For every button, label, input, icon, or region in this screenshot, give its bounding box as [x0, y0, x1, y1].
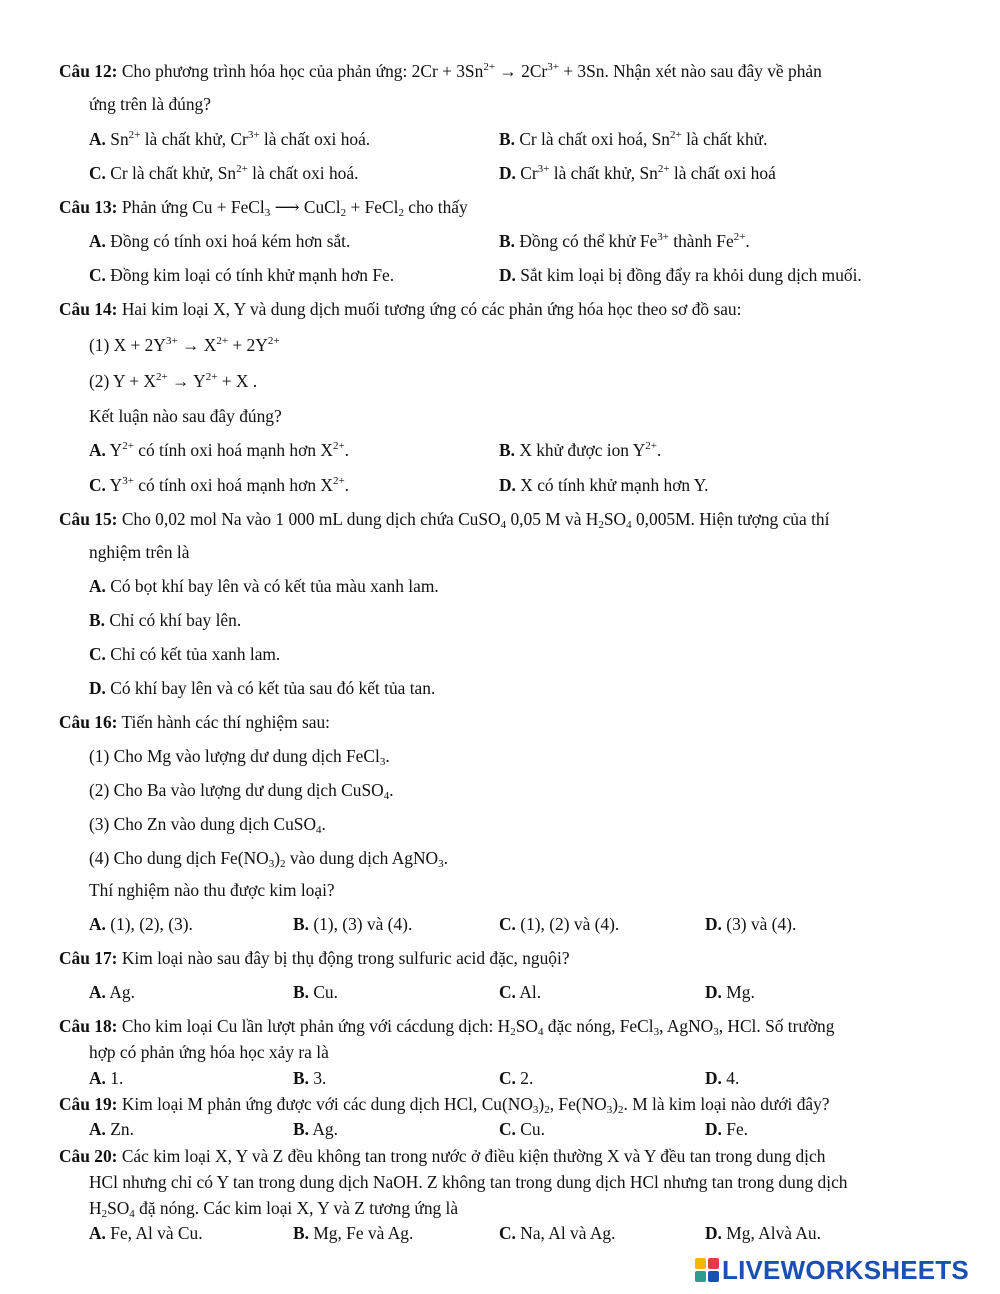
logo-square-icon	[708, 1258, 719, 1269]
charge: 3+	[247, 129, 260, 141]
option-letter: D.	[705, 1223, 722, 1243]
option-text: có tính oxi hoá mạnh hơn X	[133, 475, 333, 495]
q20-stem-line2: HCl nhưng chỉ có Y tan trong dung dịch NaOH. Z không tan trong dung dịch HCl nhưng tan trong dung dịch	[89, 1172, 848, 1192]
option-letter: B.	[293, 1068, 309, 1088]
option-letter: B.	[293, 914, 309, 934]
charge: 2+	[332, 440, 345, 452]
q16-experiment-4	[89, 847, 448, 869]
subscript: 4	[129, 1208, 135, 1220]
option-letter: B.	[293, 1119, 309, 1139]
subscript: 2	[101, 1208, 108, 1220]
option-letter: D.	[499, 475, 516, 495]
q19-label: Câu 19:	[59, 1094, 118, 1114]
charge: 3+	[547, 61, 559, 73]
q20-option-a[interactable]	[89, 1222, 203, 1244]
subscript: 2	[618, 1104, 624, 1116]
q17-stem	[59, 947, 570, 969]
q15-stem-line1	[59, 508, 829, 530]
q14-option-a[interactable]	[89, 439, 349, 461]
option-letter: A.	[89, 576, 106, 596]
option-text: là chất khử, Sn	[549, 163, 658, 183]
option-letter: D.	[499, 163, 516, 183]
q19-option-d[interactable]	[705, 1118, 748, 1140]
subscript: 2	[340, 207, 347, 219]
option-text: 3.	[313, 1068, 327, 1088]
q12-option-b[interactable]	[499, 128, 767, 150]
option-text: là chất oxi hoá.	[259, 129, 371, 149]
charge: 2+	[670, 129, 682, 141]
q20-option-d[interactable]	[705, 1222, 821, 1244]
subscript: 4	[383, 790, 390, 802]
q17-option-c[interactable]	[499, 981, 541, 1003]
option-letter: C.	[89, 163, 106, 183]
q16-experiment-1	[89, 745, 390, 767]
q12-text2: → 2Cr	[495, 61, 548, 81]
charge: 2+	[155, 371, 168, 383]
option-letter: B.	[499, 231, 515, 251]
option-letter: D.	[499, 265, 516, 285]
option-letter: D.	[705, 1119, 722, 1139]
option-text: (1), (3) và (4).	[313, 914, 413, 934]
q14-option-d[interactable]	[499, 474, 708, 496]
q19-option-c[interactable]	[499, 1118, 545, 1140]
q20-text: đặ nóng. Các kim loại X, Y và Z tương ứng là	[134, 1198, 459, 1218]
option-text: thành Fe	[668, 231, 734, 251]
logo-square-icon	[695, 1271, 706, 1282]
subscript: 2	[598, 519, 604, 531]
q16-stem	[59, 711, 330, 733]
option-text: Ag.	[109, 982, 135, 1002]
q14-equation-2	[89, 370, 257, 392]
q13-option-a[interactable]	[89, 230, 350, 252]
q17-option-d[interactable]	[705, 981, 755, 1003]
q15-option-a[interactable]	[89, 575, 439, 597]
exp-text: (3) Cho Zn vào dung dịch CuSO	[89, 814, 317, 834]
option-text: có tính oxi hoá mạnh hơn X	[133, 440, 333, 460]
option-text: là chất khử.	[681, 129, 768, 149]
subscript: 3	[268, 858, 275, 870]
subscript: 4	[537, 1026, 544, 1038]
subscript: 4	[500, 519, 507, 531]
option-letter: A.	[89, 129, 106, 149]
q16-option-c[interactable]	[499, 913, 619, 935]
q20-stem-line3	[89, 1197, 458, 1219]
q17-option-a[interactable]	[89, 981, 135, 1003]
subscript: 3	[532, 1104, 539, 1116]
q14-option-b[interactable]	[499, 439, 661, 461]
q15-text: 0,05 M và H	[506, 509, 599, 529]
q20-text: SO	[107, 1198, 130, 1218]
q15-label: Câu 15:	[59, 509, 118, 529]
logo-square-icon	[708, 1271, 719, 1282]
option-text: .	[344, 475, 350, 495]
eq-text: (2) Y + X	[89, 371, 156, 391]
subscript: 3	[379, 756, 386, 768]
option-text: Y	[109, 440, 123, 460]
eq-text: (1) X + 2Y	[89, 335, 166, 355]
charge: 2+	[267, 335, 280, 347]
exp-text: (1) Cho Mg vào lượng dư dung dịch FeCl	[89, 746, 380, 766]
q13-option-d[interactable]	[499, 264, 862, 286]
eq-text: + X .	[217, 371, 258, 391]
q15-text: 0,005M. Hiện tượng của thí	[631, 509, 830, 529]
option-text: Y	[109, 475, 123, 495]
q15-stem-line2: nghiệm trên là	[89, 542, 190, 562]
option-letter: C.	[89, 265, 106, 285]
q14-option-c[interactable]	[89, 474, 349, 496]
q18-text: đặc nóng, FeCl	[543, 1016, 654, 1036]
q13-text: ⟶ CuCl	[270, 197, 341, 217]
charge: 2+	[128, 129, 141, 141]
subscript: 4	[626, 519, 632, 531]
option-text: Đồng có tính oxi hoá kém hơn sắt.	[110, 231, 351, 251]
option-text: là chất oxi hoá.	[247, 163, 359, 183]
q12-stem-line1	[59, 60, 822, 82]
charge: 2+	[216, 335, 229, 347]
q14-label: Câu 14:	[59, 299, 118, 319]
subscript: 2	[398, 207, 404, 219]
option-letter: A.	[89, 1223, 106, 1243]
exp-text: .	[443, 848, 448, 868]
q18-stem-line2: hợp có phản ứng hóa học xảy ra là	[89, 1042, 329, 1062]
option-text: Mg, Fe và Ag.	[313, 1223, 414, 1243]
q14-equation-1	[89, 334, 280, 356]
q12-option-a[interactable]	[89, 128, 370, 150]
q13-option-b[interactable]	[499, 230, 750, 252]
subscript: 3	[653, 1026, 660, 1038]
q16-prompt: Thí nghiệm nào thu được kim loại?	[89, 880, 335, 900]
q16-text: Tiến hành các thí nghiệm sau:	[121, 712, 331, 732]
q13-label: Câu 13:	[59, 197, 118, 217]
charge: 2+	[205, 371, 218, 383]
q19-text: )	[538, 1094, 545, 1114]
eq-text: → X	[177, 335, 217, 355]
option-letter: B.	[499, 440, 515, 460]
q15-option-b[interactable]	[89, 609, 241, 631]
option-letter: D.	[705, 982, 722, 1002]
option-text: Có bọt khí bay lên và có kết tủa màu xanh lam.	[110, 576, 439, 596]
q16-option-d[interactable]	[705, 913, 796, 935]
option-text: Fe, Al và Cu.	[110, 1223, 203, 1243]
q18-label: Câu 18:	[59, 1016, 118, 1036]
q13-text: cho thấy	[403, 197, 468, 217]
option-letter: A.	[89, 982, 106, 1002]
option-letter: C.	[499, 1119, 516, 1139]
liveworksheets-logo-text: LIVEWORKSHEETS	[722, 1255, 969, 1285]
charge: 2+	[332, 475, 345, 487]
liveworksheets-logo[interactable]	[695, 1257, 969, 1283]
charge: 3+	[657, 231, 669, 243]
eq-text: → Y	[167, 371, 206, 391]
subscript: 3	[606, 1104, 613, 1116]
option-text: Cr là chất khử, Sn	[110, 163, 237, 183]
q13-option-c[interactable]	[89, 264, 394, 286]
q17-option-b[interactable]	[293, 981, 338, 1003]
charge: 2+	[236, 163, 248, 175]
option-letter: A.	[89, 440, 106, 460]
q16-experiment-3	[89, 813, 326, 835]
option-text: Ag.	[312, 1119, 338, 1139]
charge: 2+	[483, 61, 496, 73]
option-text: Na, Al và Ag.	[520, 1223, 616, 1243]
exp-text: .	[389, 780, 394, 800]
q14-text: Hai kim loại X, Y và dung dịch muối tương ứng có các phản ứng hóa học theo sơ đồ sau:	[121, 299, 742, 319]
option-letter: C.	[499, 1068, 516, 1088]
q16-option-b[interactable]	[293, 913, 412, 935]
option-text: 2.	[520, 1068, 534, 1088]
q18-text: , AgNO	[659, 1016, 714, 1036]
charge: 3+	[165, 335, 178, 347]
option-text: Có khí bay lên và có kết tủa sau đó kết tủa tan.	[110, 678, 436, 698]
option-letter: A.	[89, 231, 106, 251]
option-text: Chỉ có kết tủa xanh lam.	[110, 644, 281, 664]
option-text: X khử được ion Y	[519, 440, 646, 460]
q12-option-d[interactable]	[499, 162, 776, 184]
option-text: Cr là chất oxi hoá, Sn	[519, 129, 671, 149]
option-text: (3) và (4).	[726, 914, 797, 934]
option-text: Al.	[519, 982, 542, 1002]
q12-stem-line2: ứng trên là đúng?	[89, 94, 211, 114]
q15-text: SO	[603, 509, 627, 529]
q14-prompt: Kết luận nào sau đây đúng?	[89, 406, 282, 426]
option-text: Mg, Alvà Au.	[726, 1223, 821, 1243]
option-text: .	[656, 440, 662, 460]
option-letter: C.	[499, 914, 516, 934]
exp-text: )	[274, 848, 280, 868]
option-letter: D.	[705, 1068, 722, 1088]
option-letter: C.	[89, 475, 106, 495]
option-text: Fe.	[726, 1119, 749, 1139]
option-letter: C.	[89, 644, 106, 664]
option-text: Đồng có thể khử Fe	[519, 231, 658, 251]
logo-square-icon	[695, 1258, 706, 1269]
q19-text: . M là kim loại nào dưới đây?	[623, 1094, 830, 1114]
charge: 3+	[122, 475, 134, 487]
option-text: X có tính khử mạnh hơn Y.	[520, 475, 709, 495]
q12-label: Câu 12:	[59, 61, 118, 81]
option-letter: A.	[89, 914, 106, 934]
option-letter: B.	[89, 610, 105, 630]
subscript: 3	[713, 1026, 719, 1038]
q18-option-a[interactable]	[89, 1067, 123, 1089]
charge: 2+	[733, 231, 746, 243]
subscript: 4	[316, 824, 322, 836]
option-text: Cu.	[313, 982, 338, 1002]
exp-text: .	[385, 746, 390, 766]
q18-text: SO	[515, 1016, 538, 1036]
q13-stem	[59, 196, 468, 218]
q20-label: Câu 20:	[59, 1146, 118, 1166]
option-letter: C.	[499, 1223, 516, 1243]
q20-stem-line1	[59, 1145, 825, 1167]
q18-option-b[interactable]	[293, 1067, 326, 1089]
q14-stem	[59, 298, 741, 320]
q16-option-a[interactable]	[89, 913, 193, 935]
q15-option-c[interactable]	[89, 643, 280, 665]
subscript: 2	[510, 1026, 516, 1038]
q18-option-d[interactable]	[705, 1067, 739, 1089]
charge: 3+	[537, 163, 550, 175]
option-letter: C.	[499, 982, 516, 1002]
option-text: Sắt kim loại bị đồng đẩy ra khỏi dung dịch muối.	[520, 265, 862, 285]
option-letter: D.	[89, 678, 106, 698]
q17-label: Câu 17:	[59, 948, 118, 968]
q20-option-b[interactable]	[293, 1222, 413, 1244]
option-text: Cu.	[520, 1119, 545, 1139]
charge: 2+	[122, 440, 134, 452]
charge: 2+	[645, 440, 657, 452]
q19-text: )	[612, 1094, 619, 1114]
option-letter: A.	[89, 1068, 106, 1088]
option-text: là chất khử, Cr	[140, 129, 248, 149]
option-letter: B.	[499, 129, 515, 149]
option-text: 4.	[726, 1068, 740, 1088]
subscript: 2	[279, 858, 286, 870]
option-text: Mg.	[726, 982, 755, 1002]
charge: 2+	[657, 163, 670, 175]
option-text: Zn.	[110, 1119, 134, 1139]
option-text: (1), (2), (3).	[110, 914, 193, 934]
subscript: 3	[438, 858, 444, 870]
option-text: Chỉ có khí bay lên.	[109, 610, 242, 630]
option-text: Sn	[110, 129, 129, 149]
q12-option-c[interactable]	[89, 162, 358, 184]
exp-text: vào dung dịch AgNO	[285, 848, 439, 868]
q19-option-a[interactable]	[89, 1118, 134, 1140]
q18-text: Cho kim loại Cu lần lượt phản ứng với cácdung dịch: H	[121, 1016, 511, 1036]
q16-experiment-2	[89, 779, 394, 801]
q18-option-c[interactable]	[499, 1067, 533, 1089]
option-text: Đồng kim loại có tính khử mạnh hơn Fe.	[110, 265, 395, 285]
eq-text: + 2Y	[228, 335, 268, 355]
q12-text1: Cho phương trình hóa học của phản ứng: 2Cr + 3Sn	[121, 61, 484, 81]
option-letter: D.	[705, 914, 722, 934]
option-letter: B.	[293, 982, 309, 1002]
subscript: 2	[544, 1104, 550, 1116]
q19-stem	[59, 1093, 830, 1115]
option-text: .	[745, 231, 750, 251]
q20-option-c[interactable]	[499, 1222, 615, 1244]
subscript: 3	[264, 207, 271, 219]
exp-text: (2) Cho Ba vào lượng dư dung dịch CuSO	[89, 780, 384, 800]
option-letter: B.	[293, 1223, 309, 1243]
option-text: Cr	[520, 163, 538, 183]
q19-option-b[interactable]	[293, 1118, 338, 1140]
q13-text: + FeCl	[346, 197, 399, 217]
option-letter: A.	[89, 1119, 106, 1139]
q17-text: Kim loại nào sau đây bị thụ động trong sulfuric acid đặc, nguội?	[121, 948, 570, 968]
exp-text: .	[321, 814, 326, 834]
option-text: là chất oxi hoá	[669, 163, 776, 183]
q19-text: , Fe(NO	[549, 1094, 607, 1114]
q20-text: H	[89, 1198, 102, 1218]
option-text: 1.	[110, 1068, 124, 1088]
q13-text: Phản ứng Cu + FeCl	[121, 197, 265, 217]
q19-text: Kim loại M phản ứng được với các dung dịch HCl, Cu(NO	[121, 1094, 533, 1114]
q18-text: , HCl. Số trường	[718, 1016, 835, 1036]
q20-text: Các kim loại X, Y và Z đều không tan trong nước ở điều kiện thường X và Y đều tan trong dung dịch	[121, 1146, 826, 1166]
q18-stem-line1	[59, 1015, 834, 1037]
option-text: (1), (2) và (4).	[520, 914, 620, 934]
q12-text3: + 3Sn. Nhận xét nào sau đây về phản	[558, 61, 822, 81]
liveworksheets-logo-icon	[695, 1258, 719, 1282]
q15-option-d[interactable]	[89, 677, 435, 699]
option-text: .	[344, 440, 350, 460]
q16-label: Câu 16:	[59, 712, 118, 732]
q15-text: Cho 0,02 mol Na vào 1 000 mL dung dịch chứa CuSO	[121, 509, 501, 529]
exp-text: (4) Cho dung dịch Fe(NO	[89, 848, 269, 868]
